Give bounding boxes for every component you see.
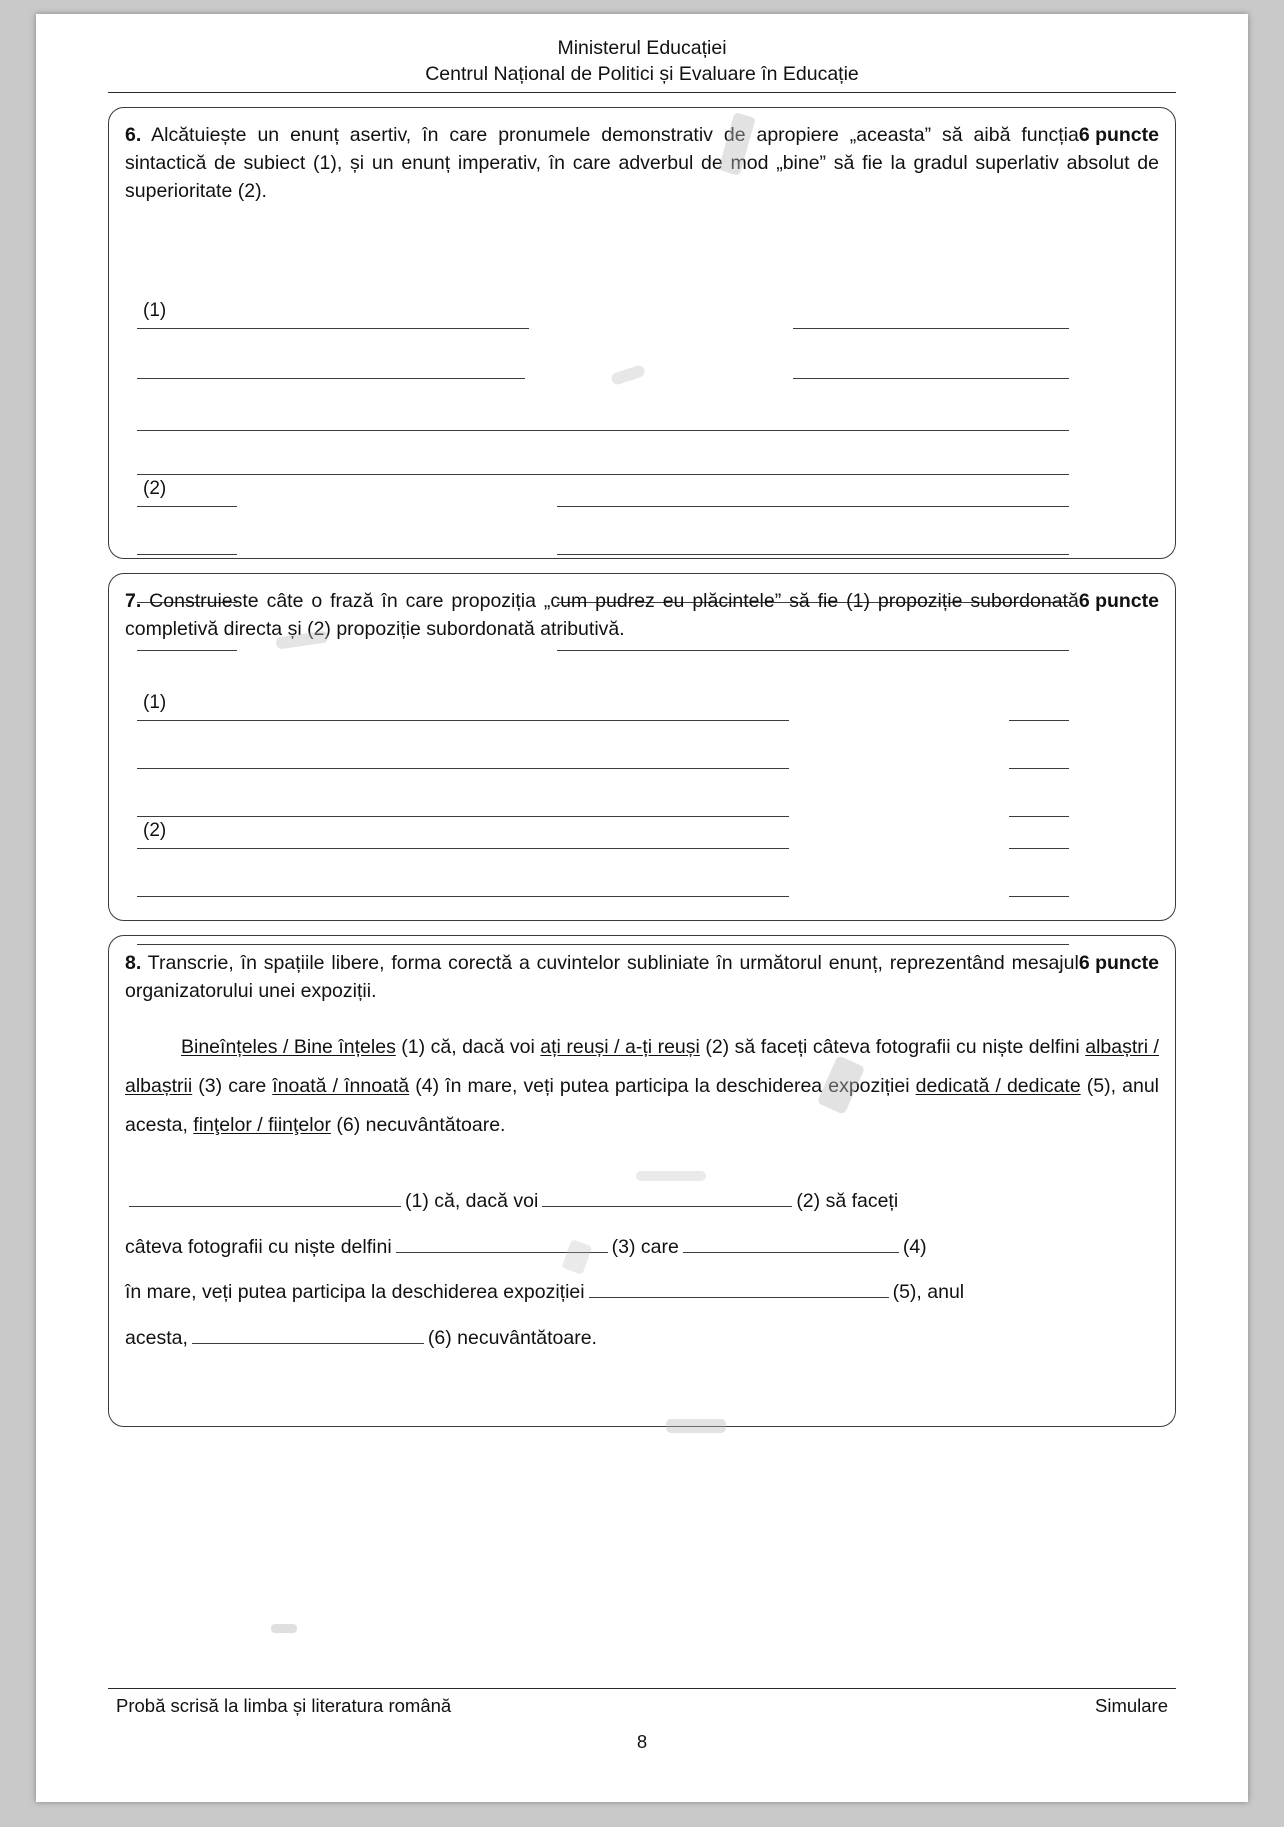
exercise-7-number: 7. [125,590,142,613]
fill-text-9: (6) necuvântătoare. [427,1327,597,1350]
exercise-8-prompt: Transcrie, în spațiile libere, forma corectă a cuvintelor subliniate în următorul enunț, reprezentând mesajul organizatorului unei expoziții. [125,952,1079,1003]
answer-line[interactable] [137,720,789,721]
answer-line[interactable] [1009,768,1069,769]
answer-line[interactable] [137,816,789,817]
fill-in-line-2 [125,1225,1159,1271]
answer-line[interactable] [1009,848,1069,849]
answer-line[interactable] [137,328,529,329]
blank-4[interactable] [683,1232,899,1252]
sentence-part-2: (2) să faceți câteva fotografii cu niște delfini [699,1035,1086,1058]
exercise-6-box [108,107,1176,559]
exercise-8-number: 8. [125,952,142,975]
sentence-part-6: (6) necuvântătoare. [330,1113,506,1136]
fill-text-4: (3) care [611,1235,679,1258]
fill-text-7: (5), anul [892,1281,965,1304]
fill-text-2: (2) să faceți [796,1189,899,1212]
answer-line[interactable] [137,848,789,849]
blank-1[interactable] [129,1186,401,1206]
exercise-6-points: 6 puncte [1078,124,1159,147]
answer-line[interactable] [137,896,789,897]
fill-text-1: (1) că, dacă voi [405,1189,539,1212]
choice-5: dedicată / dedicate [915,1074,1081,1097]
exam-page [36,14,1248,1802]
exercise-8-sentence [125,1028,1159,1145]
exercise-6-label-2: (2) [143,477,167,499]
scan-smudge [271,1624,297,1633]
footer-exam-type: Simulare [1095,1695,1168,1716]
footer-row [108,1695,1176,1717]
page-number: 8 [636,1731,648,1752]
fill-text-3: câteva fotografii cu niște delfini [125,1235,392,1258]
answer-line[interactable] [1009,816,1069,817]
choice-2: ați reuși / a-ți reuși [540,1035,700,1058]
answer-line[interactable] [137,554,237,555]
answer-line[interactable] [557,506,1069,507]
answer-line[interactable] [137,378,525,379]
exercise-6-label-1: (1) [143,299,167,321]
exercise-8-box [108,935,1176,1427]
answer-line[interactable] [1009,720,1069,721]
blank-2[interactable] [542,1186,792,1206]
footer-subject: Probă scrisă la limba și literatura română [116,1695,452,1716]
document-footer [108,1688,1176,1753]
fill-text-5: (4) [902,1235,927,1258]
exercise-6-number: 6. [125,124,142,147]
answer-line[interactable] [137,430,1069,431]
answer-line[interactable] [793,328,1069,329]
answer-line[interactable] [557,554,1069,555]
sentence-part-1: (1) că, dacă voi [395,1035,541,1058]
exercise-6-text [125,122,1159,205]
fill-in-line-3 [125,1270,1159,1316]
sentence-part-5: (5), anul acesta, [125,1074,1159,1136]
answer-line[interactable] [137,768,789,769]
answer-line[interactable] [137,506,237,507]
choice-6: finţelor / fiinţelor [193,1113,331,1136]
blank-3[interactable] [396,1232,608,1252]
choice-4: înoată / înnoată [272,1074,410,1097]
header-divider [108,92,1176,93]
sentence-part-3: (3) care [192,1074,273,1097]
exercise-7-points: 6 puncte [1078,590,1159,613]
center-line: Centrul Național de Politici și Evaluare în Educație [425,62,859,85]
fill-text-8: acesta, [125,1327,188,1350]
blank-6[interactable] [192,1324,424,1344]
answer-line[interactable] [137,474,1069,475]
sentence-part-4: (4) în mare, veți putea participa la deschiderea expoziției [409,1074,916,1097]
exercise-7-box [108,573,1176,921]
ministry-line: Ministerul Educației [557,37,727,59]
exercise-7-text [125,588,1159,643]
exercise-8-text [125,950,1159,1005]
fill-in-line-4 [125,1316,1159,1362]
answer-line[interactable] [793,378,1069,379]
footer-divider [108,1688,1176,1689]
exercise-7-prompt: Construieste câte o frază în care propoziția „cum pudrez eu plăcintele” să fie (1) propoziție subordonată completivă directa și (2) propoziție subordonată atributivă. [125,590,1079,641]
page-content [108,36,1176,1427]
choice-3: albaștri / albaștrii [125,1035,1159,1097]
exercise-8-points: 6 puncte [1078,952,1159,975]
exercise-7-label-1: (1) [143,691,167,713]
exercise-6-prompt: Alcătuiește un enunț asertiv, în care pronumele demonstrativ de apropiere „aceasta” să aibă funcția sintactică de subiect (1), și un enunț imperativ, în care adverbul de mod „bine” să fie la gradul superlativ absolut de superioritate (2). [125,124,1159,202]
fill-text-6: în mare, veți putea participa la deschiderea expoziției [125,1281,585,1304]
blank-5[interactable] [589,1278,889,1298]
answer-line[interactable] [1009,896,1069,897]
document-header [108,36,1176,91]
exercise-8-fill-in [125,1179,1159,1362]
exercise-7-label-2: (2) [143,819,167,841]
fill-in-line-1 [125,1179,1159,1225]
choice-1: Bineînțeles / Bine înțeles [181,1035,396,1058]
